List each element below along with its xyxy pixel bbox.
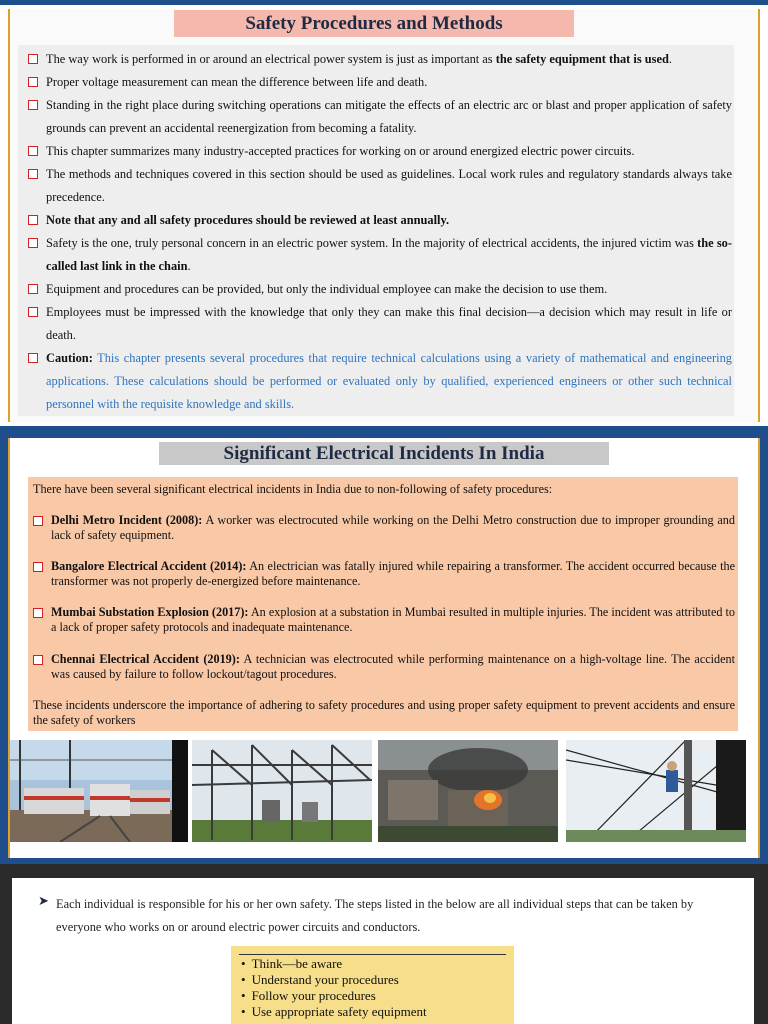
checkbox-bullet-icon xyxy=(28,238,38,248)
checkbox-bullet-icon xyxy=(28,284,38,294)
list-item: Proper voltage measurement can mean the difference between life and death. xyxy=(28,71,732,94)
safety-steps-box xyxy=(231,946,514,1024)
checkbox-bullet-icon xyxy=(33,655,43,665)
slide-title: Significant Electrical Incidents In India xyxy=(159,442,609,465)
incident-item-delhi: Delhi Metro Incident (2008): A worker was electrocuted while working on the Delhi Metro construction due to improper grounding and lack of safety equipment. xyxy=(33,513,735,543)
checkbox-bullet-icon xyxy=(28,54,38,64)
photo-fire-explosion xyxy=(378,740,558,842)
list-item: • Understand your procedures xyxy=(241,972,427,988)
arrow-bullet-icon: ➤ xyxy=(38,893,49,908)
checkbox-bullet-icon xyxy=(28,100,38,110)
checkbox-bullet-icon xyxy=(33,562,43,572)
list-item: Note that any and all safety procedures should be reviewed at least annually. xyxy=(28,209,732,232)
divider xyxy=(239,954,506,955)
list-item: This chapter summarizes many industry-accepted practices for working on or around energized electric power circuits. xyxy=(28,140,732,163)
safety-steps-list xyxy=(241,956,427,1020)
slide-title: Safety Procedures and Methods xyxy=(174,10,574,37)
incident-item-bangalore: Bangalore Electrical Accident (2014): An electrician was fatally injured while repairing a transformer. The accident occurred because the transformer was not properly de-energized before maintenance. xyxy=(33,559,735,589)
checkbox-bullet-icon xyxy=(33,516,43,526)
checkbox-bullet-icon xyxy=(28,353,38,363)
list-item: • Think—be aware xyxy=(241,956,427,972)
photo-lineman-on-pole xyxy=(566,740,746,842)
incident-outro: These incidents underscore the importance of adhering to safety procedures and using proper safety equipment to prevent accidents and ensure the safety of workers xyxy=(33,698,735,727)
list-item: Standing in the right place during switching operations can mitigate the effects of an electric arc or blast and proper application of safety grounds can prevent an accidental reenergization from becoming a fatality. xyxy=(28,94,732,140)
incident-item-mumbai: Mumbai Substation Explosion (2017): An explosion at a substation in Mumbai resulted in multiple injuries. The incident was attributed to a lack of proper safety protocols and inadequate maintenance. xyxy=(33,605,735,635)
list-item: Employees must be impressed with the knowledge that only they can make this final decision—a decision which may result in life or death. xyxy=(28,301,732,347)
photo-substation-structure xyxy=(192,740,372,842)
individual-safety-intro: Each individual is responsible for his or her own safety. The steps listed in the below are all individual steps that can be taken by everyone who works on or around electric power circuits and conductors. xyxy=(56,897,694,934)
list-item: Equipment and procedures can be provided, but only the individual employee can make the decision to use them. xyxy=(28,278,732,301)
checkbox-bullet-icon xyxy=(28,77,38,87)
list-item: The way work is performed in or around an electrical power system is just as important as the safety equipment that is used. xyxy=(28,48,732,71)
incident-intro: There have been several significant electrical incidents in India due to non-following of safety procedures: xyxy=(33,482,553,496)
checkbox-bullet-icon xyxy=(33,608,43,618)
incident-item-chennai: Chennai Electrical Accident (2019): A technician was electrocuted while performing maintenance on a high-voltage line. The accident was caused by failure to follow lockout/tagout procedures. xyxy=(33,652,735,682)
checkbox-bullet-icon xyxy=(28,146,38,156)
list-item: • Use appropriate safety equipment xyxy=(241,1004,427,1020)
list-item: Safety is the one, truly personal concern in an electric power system. In the majority of electrical accidents, the injured victim was the so-called last link in the chain. xyxy=(28,232,732,278)
checkbox-bullet-icon xyxy=(28,215,38,225)
caution-item: Caution: This chapter presents several procedures that require technical calculations using a variety of mathematical and engineering applications. These calculations should be performed or evaluated only by qualified, experienced engineers or other such technical personnel with the requisite knowledge and skills. xyxy=(28,347,732,416)
list-item: The methods and techniques covered in this section should be used as guidelines. Local work rules and regulatory standards always take precedence. xyxy=(28,163,732,209)
checkbox-bullet-icon xyxy=(28,169,38,179)
checkbox-bullet-icon xyxy=(28,307,38,317)
photo-delhi-metro-trains xyxy=(10,740,188,842)
safety-bullet-list xyxy=(28,48,732,416)
list-item: • Follow your procedures xyxy=(241,988,427,1004)
